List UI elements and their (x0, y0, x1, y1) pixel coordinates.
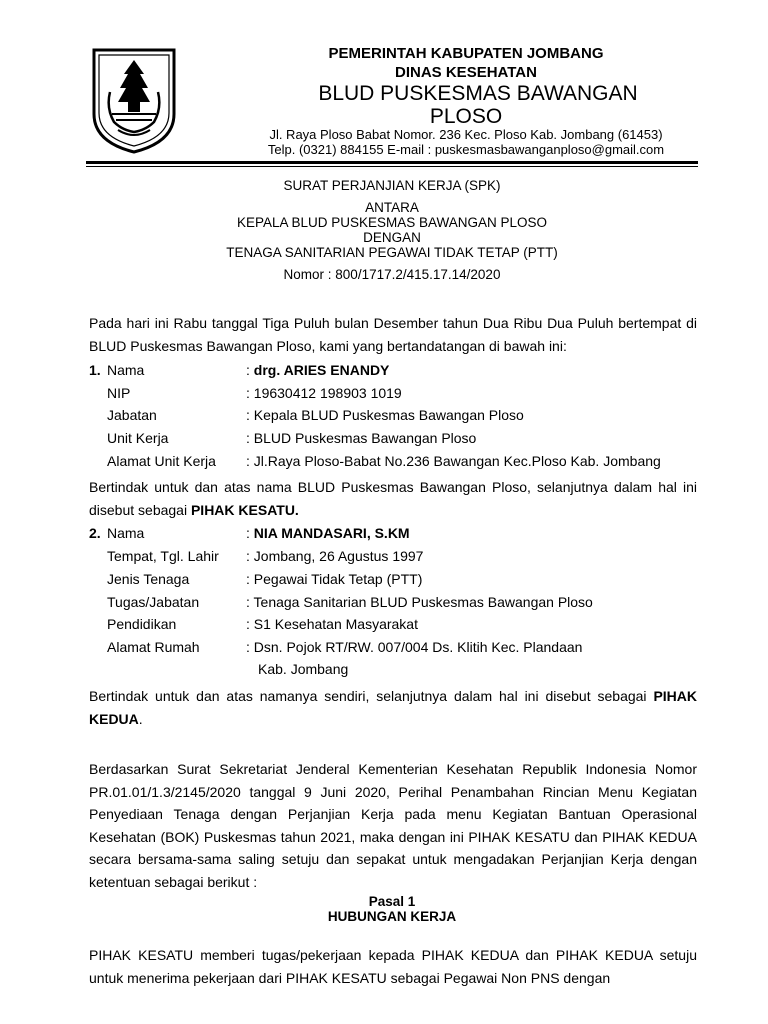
letterhead-contact: Telp. (0321) 884155 E-mail : puskesmasbawanganploso@gmail.com (267, 142, 665, 157)
intro-paragraph: Pada hari ini Rabu tanggal Tiga Puluh bulan Desember tahun Dua Ribu Dua Puluh bertempat di BLUD Puskesmas Bawangan Ploso, kami yang bertandatangan di bawah ini: (89, 315, 697, 354)
party-one-value: : BLUD Puskesmas Bawangan Ploso (246, 430, 477, 446)
letterhead-rule-thin (86, 166, 698, 167)
party-two-value: : Pegawai Tidak Tetap (PTT) (246, 571, 423, 587)
letterhead-agency: DINAS KESEHATAN (395, 64, 537, 81)
party-two-value: : Dsn. Pojok RT/RW. 007/004 Ds. Klitih Kec. Plandaan (246, 639, 583, 655)
party-two-value: : NIA MANDASARI, S.KM (246, 525, 410, 541)
party-two-statement: Bertindak untuk dan atas namanya sendiri, selanjutnya dalam hal ini disebut sebagai PIHAK KEDUA. (89, 688, 697, 727)
basis-paragraph: Berdasarkan Surat Sekretariat Jenderal Kementerian Kesehatan Republik Indonesia Nomor PR.01.01/1.3/2145/2020 tanggal 9 Juni 2020, Perihal Penambahan Rincian Menu Kegiatan Penyediaan Tenaga dengan Perjanjian Kerja pada menu Kegiatan Bantuan Operasional Kesehatan (BOK) Puskesmas tahun 2021, maka dengan ini PIHAK KESATU dan PIHAK KEDUA secara bersama-sama saling setuju dan sepakat untuk mengadakan Perjanjian Kerja dengan ketentuan sebagai berikut : (89, 761, 697, 890)
party-two-label: Tempat, Tgl. Lahir (107, 548, 219, 564)
party-one-value: : Kepala BLUD Puskesmas Bawangan Ploso (246, 407, 524, 423)
jombang-coat-of-arms-logo (88, 44, 180, 156)
party-two-address-cont: Kab. Jombang (258, 661, 349, 677)
party-two-label: Pendidikan (107, 616, 177, 632)
document-number: Nomor : 800/1717.2/415.17.14/2020 (283, 267, 501, 282)
heading-party-one: KEPALA BLUD PUSKESMAS BAWANGAN PLOSO (236, 215, 548, 230)
article-paragraph: PIHAK KESATU memberi tugas/pekerjaan kepada PIHAK KEDUA dan PIHAK KEDUA setuju untuk menerima pekerjaan dari PIHAK KESATU sebagai Pegawai Non PNS dengan (89, 947, 697, 986)
party-one-value: : drg. ARIES ENANDY (246, 362, 390, 378)
heading-antara: ANTARA (365, 200, 419, 215)
party-two-label: Tugas/Jabatan (107, 594, 200, 610)
party-one-label: NIP (107, 385, 131, 401)
heading-party-two: TENAGA SANITARIAN PEGAWAI TIDAK TETAP (PTT) (226, 245, 558, 260)
party-one-label: Unit Kerja (107, 430, 169, 446)
party-one-value: : 19630412 198903 1019 (246, 385, 402, 401)
party-one-value: : Jl.Raya Ploso-Babat No.236 Bawangan Kec.Ploso Kab. Jombang (246, 453, 661, 469)
party-two-label: Jenis Tenaga (107, 571, 190, 587)
party-two-label: Alamat Rumah (107, 639, 200, 655)
party-one-label: Jabatan (107, 407, 157, 423)
letterhead-rule-thick (86, 161, 698, 164)
party-one-statement: Bertindak untuk dan atas nama BLUD Puskesmas Bawangan Ploso, selanjutnya dalam hal ini disebut sebagai PIHAK KESATU. (89, 479, 697, 518)
party-two-value: : Jombang, 26 Agustus 1997 (246, 548, 424, 564)
document-title: SURAT PERJANJIAN KERJA (SPK) (283, 178, 501, 193)
letterhead-institution: BLUD PUSKESMAS BAWANGAN (318, 82, 638, 105)
party-two-label: Nama (107, 525, 145, 541)
article-subtitle: HUBUNGAN KERJA (327, 909, 457, 924)
party-one-number: 1. (89, 362, 101, 378)
party-one-label: Alamat Unit Kerja (107, 453, 216, 469)
letterhead-institution-cont: PLOSO (429, 105, 503, 128)
heading-dengan: DENGAN (363, 230, 421, 245)
party-two-value: : S1 Kesehatan Masyarakat (246, 616, 418, 632)
article-title: Pasal 1 (368, 894, 416, 909)
party-two-value: : Tenaga Sanitarian BLUD Puskesmas Bawangan Ploso (246, 594, 593, 610)
letterhead-government: PEMERINTAH KABUPATEN JOMBANG (328, 45, 604, 62)
party-one-label: Nama (107, 362, 145, 378)
party-two-number: 2. (89, 525, 101, 541)
letterhead-address: Jl. Raya Ploso Babat Nomor. 236 Kec. Ploso Kab. Jombang (61453) (269, 127, 663, 142)
